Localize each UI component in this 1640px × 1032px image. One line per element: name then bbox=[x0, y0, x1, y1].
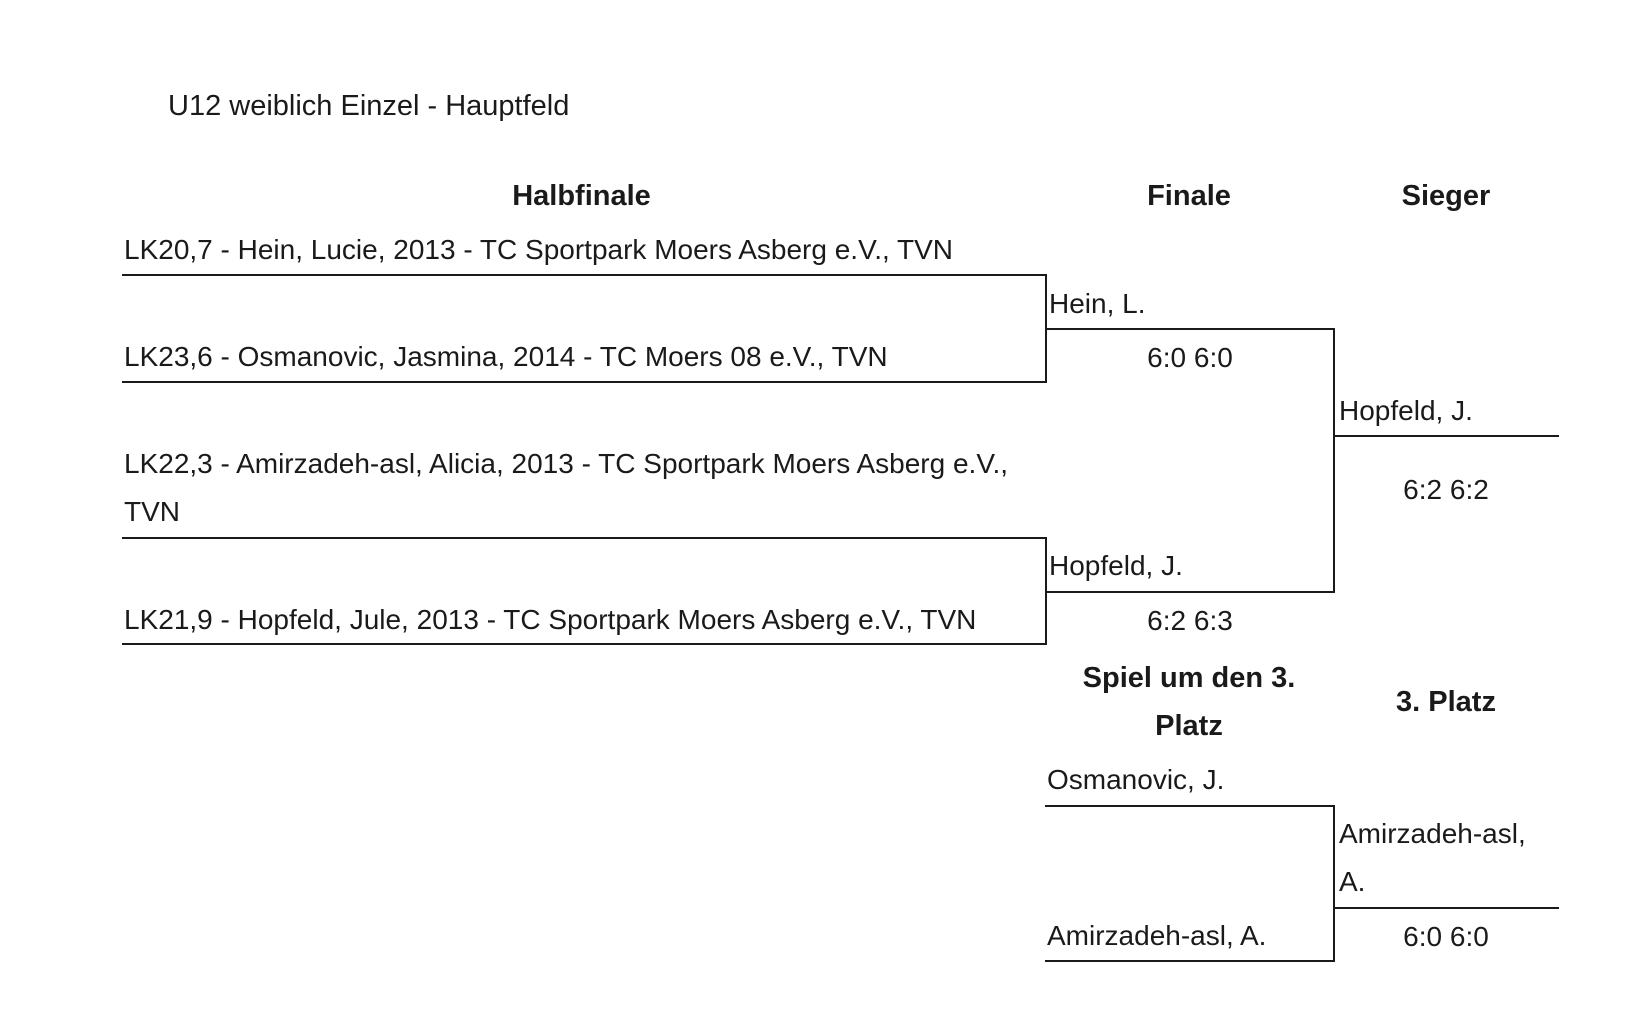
draw-title: U12 weiblich Einzel - Hauptfeld bbox=[168, 90, 570, 122]
bracket-line-final-vertical bbox=[1333, 328, 1335, 593]
bracket-line-final-bottom bbox=[1045, 591, 1335, 593]
final-score-2: 6:2 6:3 bbox=[1147, 605, 1233, 636]
winner-score: 6:2 6:2 bbox=[1403, 474, 1489, 505]
bracket-line-third-bottom bbox=[1045, 960, 1335, 962]
final-score-1: 6:0 6:0 bbox=[1147, 342, 1233, 373]
bracket-line-winner bbox=[1333, 435, 1559, 437]
third-match-player-1: Osmanovic, J. bbox=[1047, 764, 1225, 795]
winner-name: Hopfeld, J. bbox=[1339, 395, 1473, 426]
final-player-2: Hopfeld, J. bbox=[1049, 550, 1183, 581]
bracket-line-sf2-bottom bbox=[122, 643, 1047, 645]
header-third-place-match-line1: Spiel um den 3. bbox=[1082, 662, 1296, 694]
header-third-place-match-line2: Platz bbox=[1155, 710, 1223, 742]
third-match-player-2: Amirzadeh-asl, A. bbox=[1047, 920, 1267, 951]
semifinal-player-4: LK21,9 - Hopfeld, Jule, 2013 - TC Sportpark Moers Asberg e.V., TVN bbox=[124, 604, 977, 635]
bracket-line-sf2-top bbox=[122, 537, 1047, 539]
bracket-line-sf1-top bbox=[122, 274, 1047, 276]
header-winner: Sieger bbox=[1401, 180, 1491, 212]
header-semifinal: Halbfinale bbox=[512, 180, 651, 212]
bracket-line-sf1-bottom bbox=[122, 381, 1047, 383]
third-place-score: 6:0 6:0 bbox=[1403, 921, 1489, 952]
semifinal-player-3-line2: TVN bbox=[124, 496, 180, 527]
third-place-winner-line1: Amirzadeh-asl, bbox=[1339, 818, 1526, 849]
semifinal-player-3-line1: LK22,3 - Amirzadeh-asl, Alicia, 2013 - TC Sportpark Moers Asberg e.V., bbox=[124, 448, 1008, 479]
bracket-line-third-place bbox=[1333, 907, 1559, 909]
bracket-line-third-top bbox=[1045, 805, 1335, 807]
third-place-winner-line2: A. bbox=[1339, 866, 1366, 897]
header-final: Finale bbox=[1147, 180, 1231, 212]
final-player-1: Hein, L. bbox=[1049, 288, 1146, 319]
semifinal-player-1: LK20,7 - Hein, Lucie, 2013 - TC Sportpark Moers Asberg e.V., TVN bbox=[124, 234, 954, 265]
bracket-line-final-top bbox=[1045, 328, 1335, 330]
header-third-place: 3. Platz bbox=[1396, 686, 1496, 718]
semifinal-player-2: LK23,6 - Osmanovic, Jasmina, 2014 - TC Moers 08 e.V., TVN bbox=[124, 341, 888, 372]
